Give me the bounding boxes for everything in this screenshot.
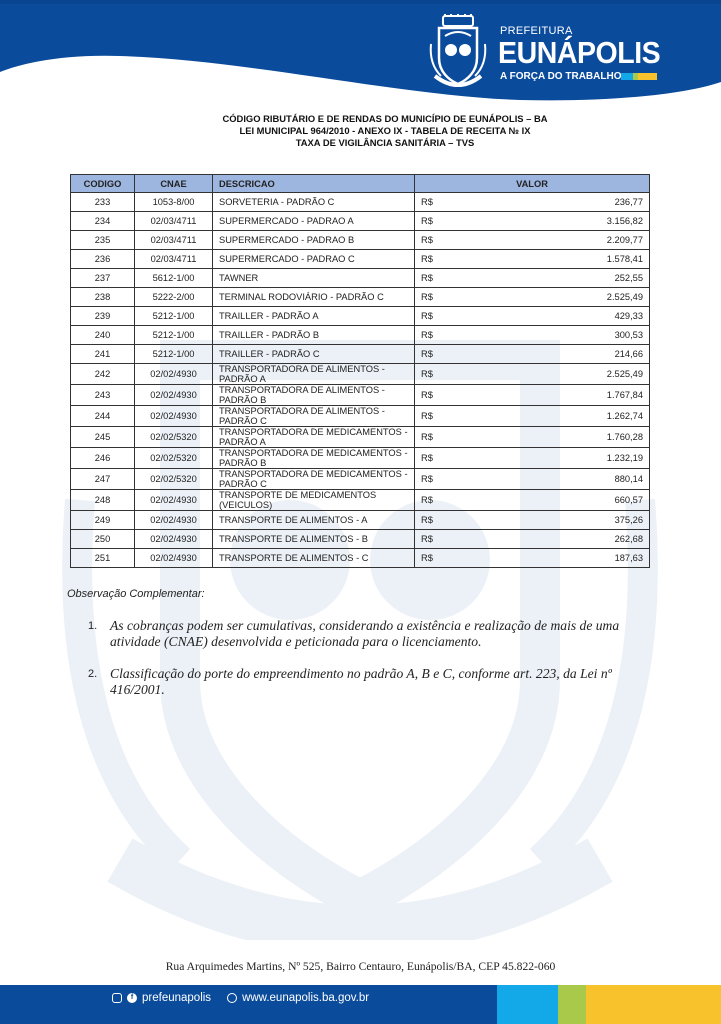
table-row: [71, 269, 650, 288]
cell-descricao: TRANSPORTE DE ALIMENTOS - C: [213, 549, 415, 568]
table-row: [71, 307, 650, 326]
cell-descricao: TRANSPORTADORA DE MEDICAMENTOS - PADRÃO C: [213, 469, 415, 490]
table-row: [71, 193, 650, 212]
prefeitura-logo: [425, 14, 665, 94]
logo-color-bar: [621, 73, 657, 80]
cell-codigo: 240: [71, 326, 135, 345]
cell-codigo: 243: [71, 385, 135, 406]
cell-cnae: 02/03/4711: [135, 212, 213, 231]
observation-number: 1.: [88, 620, 98, 632]
cell-valor: 1.760,28: [517, 427, 650, 448]
cell-codigo: 244: [71, 406, 135, 427]
cell-descricao: TRANSPORTE DE ALIMENTOS - A: [213, 511, 415, 530]
cell-valor: 2.209,77: [517, 231, 650, 250]
cell-cnae: 02/02/4930: [135, 511, 213, 530]
cell-valor: 2.525,49: [517, 364, 650, 385]
cell-cnae: 02/02/5320: [135, 427, 213, 448]
table-row: [71, 511, 650, 530]
cell-currency: R$: [415, 490, 518, 511]
footer-bar: [0, 985, 721, 1024]
cell-codigo: 234: [71, 212, 135, 231]
table-row: [71, 288, 650, 307]
cell-valor: 429,33: [517, 307, 650, 326]
cell-currency: R$: [415, 385, 518, 406]
footer-address: Rua Arquimedes Martins, Nº 525, Bairro Centauro, Eunápolis/BA, CEP 45.822-060: [165, 960, 556, 973]
website-link[interactable]: www.eunapolis.ba.gov.br: [242, 992, 370, 1004]
table-row: [71, 448, 650, 469]
table-row: [71, 427, 650, 448]
cell-codigo: 248: [71, 490, 135, 511]
cell-codigo: 238: [71, 288, 135, 307]
cell-cnae: 02/03/4711: [135, 250, 213, 269]
footer-green-segment: [558, 985, 586, 1024]
cell-valor: 660,57: [517, 490, 650, 511]
table-row: [71, 490, 650, 511]
cell-valor: 262,68: [517, 530, 650, 549]
social-handle[interactable]: prefeunapolis: [142, 992, 212, 1004]
cell-cnae: 02/02/4930: [135, 530, 213, 549]
footer-cyan-segment: [497, 985, 558, 1024]
table-row: [71, 231, 650, 250]
cell-codigo: 235: [71, 231, 135, 250]
cell-currency: R$: [415, 269, 518, 288]
cell-currency: R$: [415, 193, 518, 212]
cell-codigo: 249: [71, 511, 135, 530]
cell-cnae: 5222-2/00: [135, 288, 213, 307]
column-header-valor: VALOR: [415, 175, 650, 193]
cell-currency: R$: [415, 326, 518, 345]
cell-currency: R$: [415, 530, 518, 549]
cell-codigo: 236: [71, 250, 135, 269]
footer-contacts: [112, 992, 369, 1004]
document-title: [150, 113, 620, 149]
cell-currency: R$: [415, 427, 518, 448]
table-header-row: [71, 175, 650, 193]
cell-valor: 300,53: [517, 326, 650, 345]
table-row: [71, 326, 650, 345]
cell-cnae: 1053-8/00: [135, 193, 213, 212]
table-row: [71, 549, 650, 568]
observation-text: As cobranças podem ser cumulativas, considerando a existência e realização de mais de uma atividade (CNAE) desenvolvida e peticionada para o licenciamento.: [110, 618, 620, 649]
cell-cnae: 02/02/4930: [135, 549, 213, 568]
table-row: [71, 530, 650, 549]
observations-title: Observação Complementar:: [67, 588, 205, 600]
cell-currency: R$: [415, 307, 518, 326]
cell-currency: R$: [415, 448, 518, 469]
cell-descricao: TRANSPORTADORA DE MEDICAMENTOS - PADRÃO A: [213, 427, 415, 448]
cell-descricao: TRANSPORTADORA DE ALIMENTOS - PADRÃO A: [213, 364, 415, 385]
cell-currency: R$: [415, 364, 518, 385]
cell-valor: 880,14: [517, 469, 650, 490]
observation-item: [88, 618, 648, 650]
cell-descricao: SORVETERIA - PADRÃO C: [213, 193, 415, 212]
logo-city-name: EUNÁPOLIS: [498, 35, 661, 70]
cell-currency: R$: [415, 469, 518, 490]
cell-descricao: TAWNER: [213, 269, 415, 288]
title-line-3: TAXA DE VIGILÂNCIA SANITÁRIA – TVS: [295, 137, 475, 148]
cell-codigo: 242: [71, 364, 135, 385]
cell-cnae: 02/02/5320: [135, 448, 213, 469]
cell-currency: R$: [415, 406, 518, 427]
cell-valor: 1.578,41: [517, 250, 650, 269]
cell-codigo: 239: [71, 307, 135, 326]
observation-item: [88, 666, 648, 698]
table-row: [71, 406, 650, 427]
column-header-descricao: DESCRICAO: [213, 175, 415, 193]
cell-codigo: 233: [71, 193, 135, 212]
cell-descricao: TRANSPORTE DE MEDICAMENTOS (VEICULOS): [213, 490, 415, 511]
cell-codigo: 250: [71, 530, 135, 549]
cell-codigo: 246: [71, 448, 135, 469]
facebook-icon[interactable]: f: [127, 993, 137, 1003]
cell-valor: 236,77: [517, 193, 650, 212]
cell-descricao: SUPERMERCADO - PADRAO B: [213, 231, 415, 250]
cell-codigo: 245: [71, 427, 135, 448]
cell-descricao: TRAILLER - PADRÃO A: [213, 307, 415, 326]
title-line-1: CÓDIGO RIBUTÁRIO E DE RENDAS DO MUNICÍPIO DE EUNÁPOLIS – BA: [222, 113, 548, 124]
table-row: [71, 345, 650, 364]
cell-descricao: TRANSPORTE DE ALIMENTOS - B: [213, 530, 415, 549]
logo-slogan: A FORÇA DO TRABALHO: [500, 71, 622, 82]
cell-valor: 3.156,82: [517, 212, 650, 231]
cell-valor: 214,66: [517, 345, 650, 364]
cell-valor: 187,63: [517, 549, 650, 568]
cell-codigo: 241: [71, 345, 135, 364]
cell-cnae: 5212-1/00: [135, 326, 213, 345]
observation-number: 2.: [88, 668, 98, 680]
title-line-2: LEI MUNICIPAL 964/2010 - ANEXO IX - TABELA DE RECEITA № IX: [239, 125, 531, 136]
cell-descricao: TRAILLER - PADRÃO C: [213, 345, 415, 364]
cell-valor: 1.262,74: [517, 406, 650, 427]
cell-currency: R$: [415, 250, 518, 269]
cell-currency: R$: [415, 549, 518, 568]
logo-prefix: PREFEITURA: [500, 25, 573, 37]
cell-cnae: 5212-1/00: [135, 345, 213, 364]
table-row: [71, 212, 650, 231]
table-row: [71, 364, 650, 385]
cell-valor: 2.525,49: [517, 288, 650, 307]
cell-cnae: 5212-1/00: [135, 307, 213, 326]
cell-descricao: TERMINAL RODOVIÁRIO - PADRÃO C: [213, 288, 415, 307]
cell-cnae: 02/02/5320: [135, 469, 213, 490]
observation-text: Classificação do porte do empreendimento no padrão A, B e C, conforme art. 223, da Lei nº 416/2001.: [110, 666, 612, 697]
cell-codigo: 251: [71, 549, 135, 568]
footer-blue-segment: [0, 985, 497, 1024]
cell-cnae: 02/02/4930: [135, 364, 213, 385]
cell-cnae: 5612-1/00: [135, 269, 213, 288]
cell-currency: R$: [415, 511, 518, 530]
cell-cnae: 02/02/4930: [135, 385, 213, 406]
cell-currency: R$: [415, 212, 518, 231]
cell-currency: R$: [415, 288, 518, 307]
cell-descricao: TRANSPORTADORA DE ALIMENTOS - PADRÃO C: [213, 406, 415, 427]
instagram-icon[interactable]: [112, 993, 122, 1003]
cell-cnae: 02/02/4930: [135, 406, 213, 427]
table-row: [71, 469, 650, 490]
cell-descricao: SUPERMERCADO - PADRAO C: [213, 250, 415, 269]
cell-currency: R$: [415, 345, 518, 364]
footer-yellow-segment: [586, 985, 721, 1024]
cell-descricao: TRANSPORTADORA DE ALIMENTOS - PADRÃO B: [213, 385, 415, 406]
coat-of-arms-icon: [427, 14, 489, 92]
cell-currency: R$: [415, 231, 518, 250]
cell-valor: 1.767,84: [517, 385, 650, 406]
column-header-cnae: CNAE: [135, 175, 213, 193]
cell-descricao: SUPERMERCADO - PADRAO A: [213, 212, 415, 231]
table-row: [71, 385, 650, 406]
tax-table: [70, 174, 650, 568]
cell-descricao: TRAILLER - PADRÃO B: [213, 326, 415, 345]
cell-valor: 375,26: [517, 511, 650, 530]
cell-cnae: 02/03/4711: [135, 231, 213, 250]
cell-cnae: 02/02/4930: [135, 490, 213, 511]
cell-descricao: TRANSPORTADORA DE MEDICAMENTOS - PADRÃO B: [213, 448, 415, 469]
cell-valor: 252,55: [517, 269, 650, 288]
column-header-codigo: CODIGO: [71, 175, 135, 193]
globe-icon: [227, 993, 237, 1003]
cell-codigo: 237: [71, 269, 135, 288]
table-row: [71, 250, 650, 269]
cell-valor: 1.232,19: [517, 448, 650, 469]
cell-codigo: 247: [71, 469, 135, 490]
observations-list: [88, 618, 648, 714]
